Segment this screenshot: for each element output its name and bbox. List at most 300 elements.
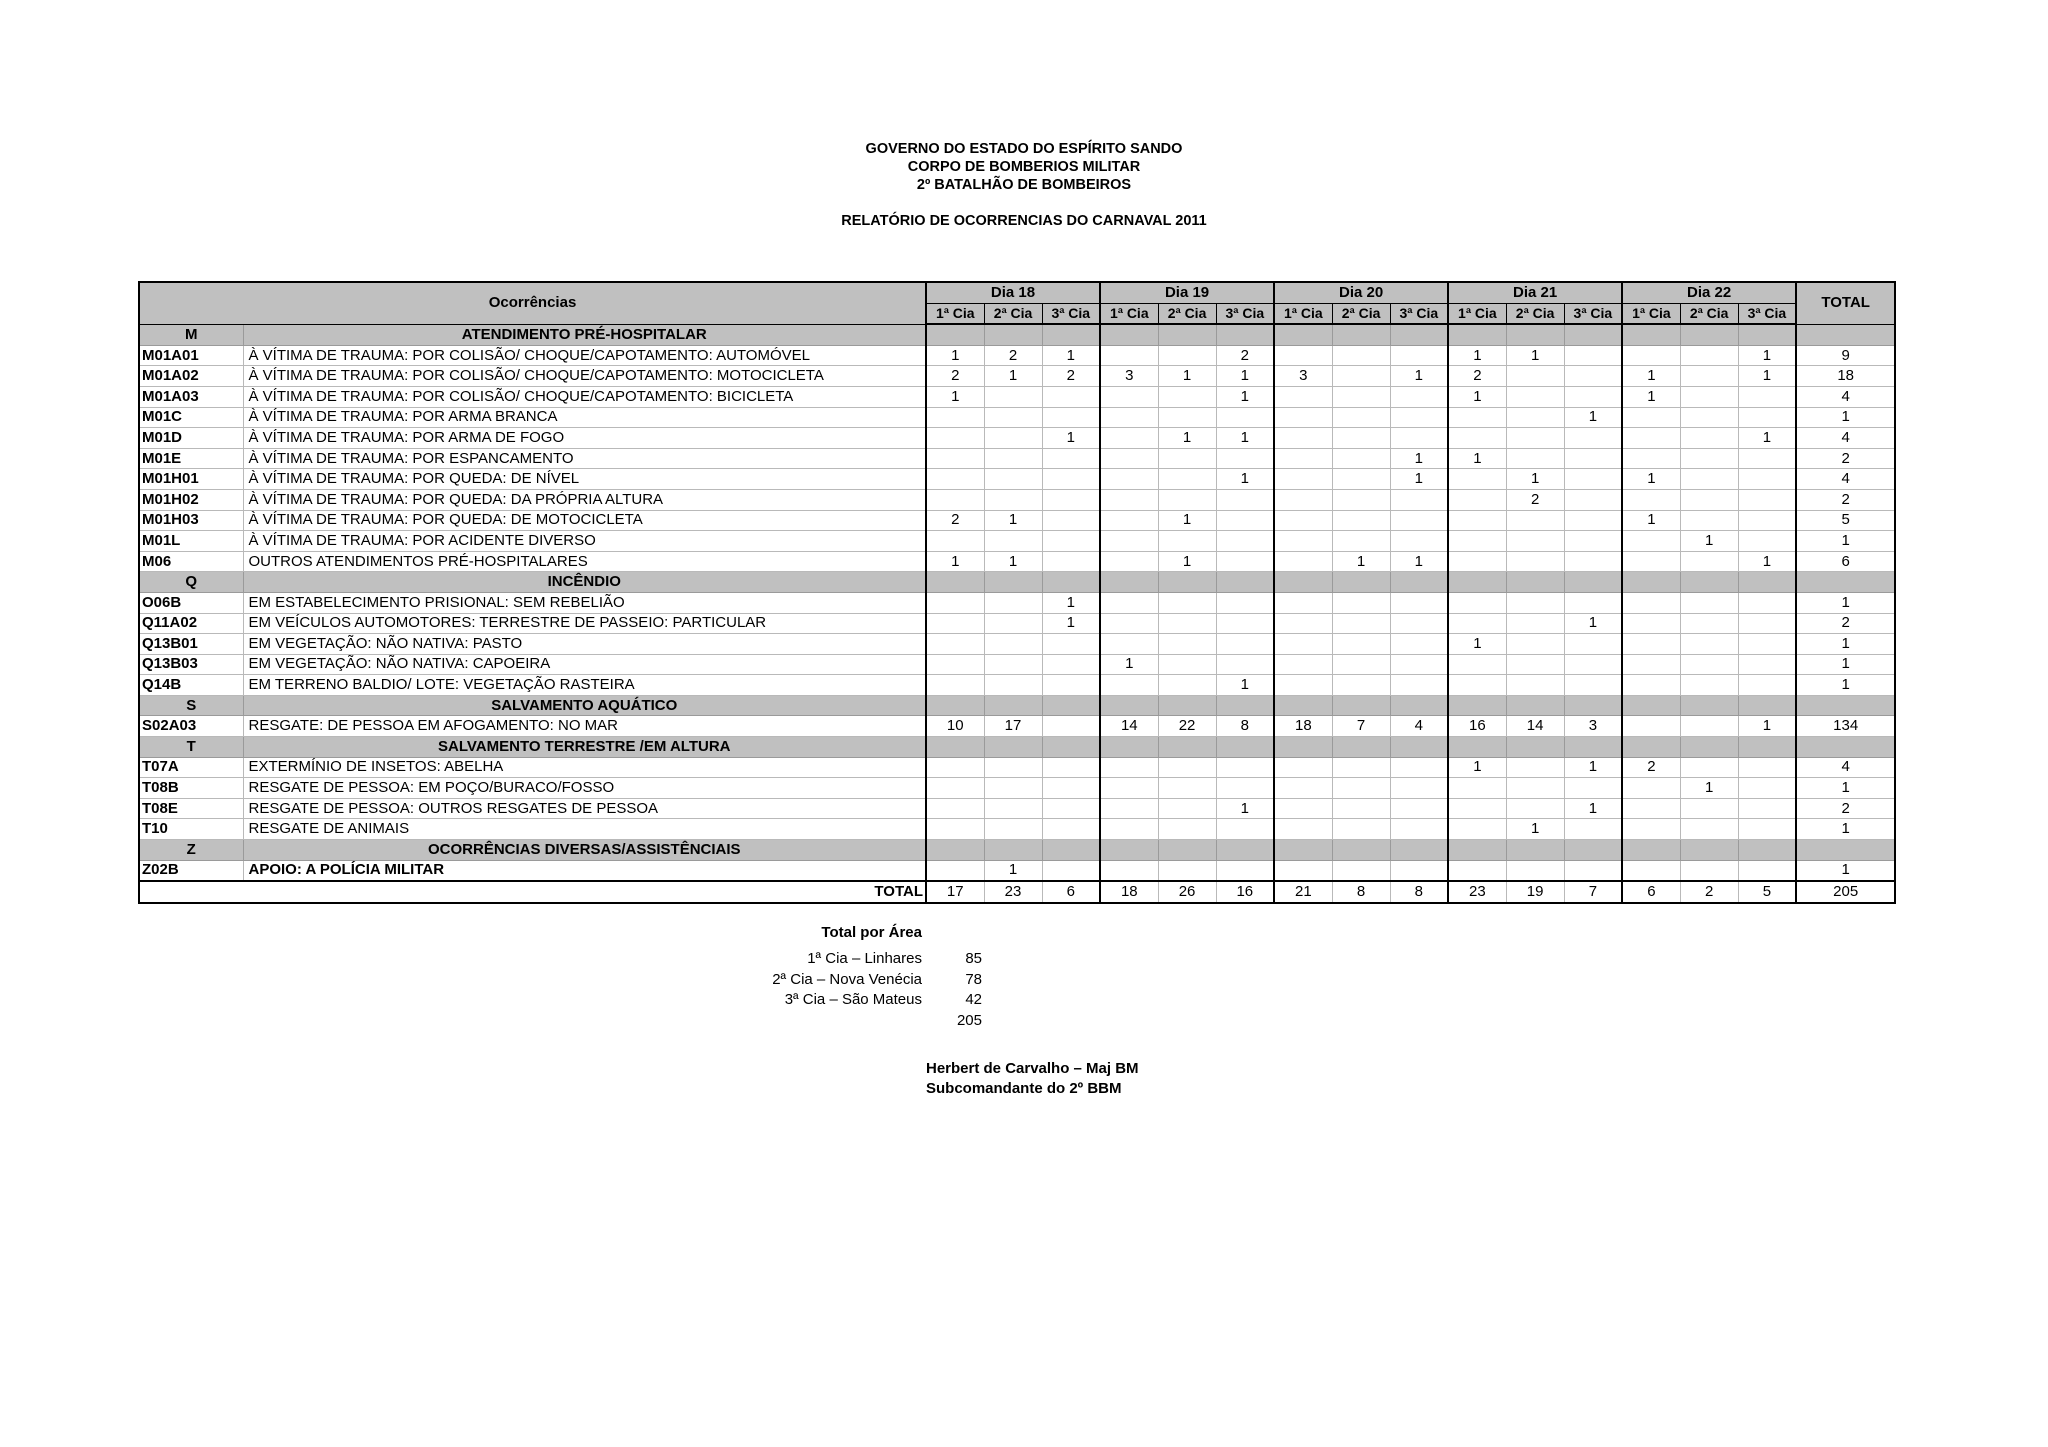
table-row xyxy=(139,860,1895,881)
occurrences-table xyxy=(138,281,1896,904)
count-cell: 1 xyxy=(1216,798,1274,819)
count-cell xyxy=(1332,489,1390,510)
count-cell xyxy=(1158,675,1216,696)
header-cia: 2ª Cia xyxy=(1680,303,1738,324)
count-cell: 1 xyxy=(1680,778,1738,799)
occurrence-code: M01A02 xyxy=(139,366,243,387)
count-cell xyxy=(1448,428,1506,449)
occurrence-description: EM VEGETAÇÃO: NÃO NATIVA: CAPOEIRA xyxy=(243,654,926,675)
count-cell xyxy=(1564,531,1622,552)
occurrence-code: Z02B xyxy=(139,860,243,881)
count-cell xyxy=(1274,819,1332,840)
count-cell xyxy=(1216,448,1274,469)
area-row xyxy=(700,949,982,970)
header-cia: 3ª Cia xyxy=(1738,303,1796,324)
count-cell xyxy=(926,407,984,428)
occurrence-code: T07A xyxy=(139,757,243,778)
section-blank-cell xyxy=(1274,695,1332,716)
count-cell xyxy=(1216,819,1274,840)
count-cell xyxy=(1738,798,1796,819)
occurrence-code: M06 xyxy=(139,551,243,572)
count-cell xyxy=(1622,551,1680,572)
count-cell xyxy=(926,860,984,881)
section-blank-cell xyxy=(926,324,984,345)
count-cell xyxy=(984,407,1042,428)
section-title: ATENDIMENTO PRÉ-HOSPITALAR xyxy=(243,324,926,345)
section-blank-cell xyxy=(1738,840,1796,861)
count-cell xyxy=(1564,654,1622,675)
count-cell: 1 xyxy=(1216,386,1274,407)
count-cell xyxy=(1564,551,1622,572)
count-cell xyxy=(1042,654,1100,675)
section-blank-cell xyxy=(1506,695,1564,716)
count-cell xyxy=(1274,448,1332,469)
occurrence-description: EM VEGETAÇÃO: NÃO NATIVA: PASTO xyxy=(243,634,926,655)
count-cell xyxy=(1506,448,1564,469)
section-blank-cell xyxy=(1622,840,1680,861)
area-label: 2ª Cia – Nova Venécia xyxy=(772,970,922,988)
count-cell xyxy=(1216,592,1274,613)
section-blank-cell xyxy=(1216,737,1274,758)
count-cell xyxy=(1680,386,1738,407)
section-blank-cell xyxy=(1564,324,1622,345)
count-cell: 14 xyxy=(1100,716,1158,737)
section-blank-cell xyxy=(1158,737,1216,758)
count-cell xyxy=(1448,510,1506,531)
count-cell xyxy=(926,819,984,840)
count-cell xyxy=(1332,448,1390,469)
count-cell xyxy=(1274,613,1332,634)
count-cell xyxy=(1506,428,1564,449)
count-cell xyxy=(1158,613,1216,634)
section-blank-cell xyxy=(1448,572,1506,593)
count-cell: 3 xyxy=(1274,366,1332,387)
count-cell: 1 xyxy=(1738,428,1796,449)
section-blank-cell xyxy=(984,572,1042,593)
area-value: 42 xyxy=(965,991,982,1008)
count-cell xyxy=(1274,654,1332,675)
section-blank-cell xyxy=(1564,572,1622,593)
area-label xyxy=(700,1011,922,1032)
section-blank-cell xyxy=(1738,737,1796,758)
table-row xyxy=(139,489,1895,510)
occurrence-description: À VÍTIMA DE TRAUMA: POR ARMA BRANCA xyxy=(243,407,926,428)
row-total: 2 xyxy=(1796,489,1895,510)
count-cell: 1 xyxy=(1506,819,1564,840)
row-total: 2 xyxy=(1796,448,1895,469)
section-title: INCÊNDIO xyxy=(243,572,926,593)
count-cell xyxy=(984,448,1042,469)
occurrence-code: T10 xyxy=(139,819,243,840)
section-blank-cell xyxy=(1158,324,1216,345)
section-blank-cell xyxy=(1332,572,1390,593)
count-cell xyxy=(1100,489,1158,510)
count-cell xyxy=(1390,592,1448,613)
occurrence-code: M01H03 xyxy=(139,510,243,531)
count-cell: 1 xyxy=(1506,469,1564,490)
count-cell xyxy=(1622,448,1680,469)
count-cell: 1 xyxy=(1680,531,1738,552)
count-cell xyxy=(1738,469,1796,490)
section-blank-cell xyxy=(1680,695,1738,716)
signature-name: Herbert de Carvalho – Maj BM xyxy=(926,1060,1139,1077)
occurrence-code: O06B xyxy=(139,592,243,613)
count-cell xyxy=(1332,654,1390,675)
count-cell xyxy=(1680,819,1738,840)
section-letter: T xyxy=(139,737,243,758)
count-cell xyxy=(1680,675,1738,696)
count-cell xyxy=(1738,448,1796,469)
count-cell xyxy=(1506,778,1564,799)
count-cell xyxy=(1390,407,1448,428)
occurrence-description: À VÍTIMA DE TRAUMA: POR QUEDA: DE MOTOCICLETA xyxy=(243,510,926,531)
count-cell: 1 xyxy=(1390,551,1448,572)
occurrence-code: M01C xyxy=(139,407,243,428)
section-blank-cell xyxy=(1158,572,1216,593)
table-row xyxy=(139,757,1895,778)
count-cell: 4 xyxy=(1390,716,1448,737)
occurrence-code: M01A03 xyxy=(139,386,243,407)
section-letter: M xyxy=(139,324,243,345)
count-cell xyxy=(1332,778,1390,799)
count-cell xyxy=(1042,407,1100,428)
count-cell xyxy=(926,531,984,552)
count-cell xyxy=(1680,428,1738,449)
count-cell xyxy=(1216,634,1274,655)
header-cia: 1ª Cia xyxy=(1448,303,1506,324)
count-cell: 1 xyxy=(1506,345,1564,366)
count-cell xyxy=(926,654,984,675)
count-cell xyxy=(1390,798,1448,819)
section-blank-cell xyxy=(1332,737,1390,758)
count-cell xyxy=(1738,675,1796,696)
signature-block xyxy=(926,1059,1139,1099)
header-cia: 2ª Cia xyxy=(1332,303,1390,324)
count-cell xyxy=(1042,510,1100,531)
count-cell xyxy=(984,386,1042,407)
table-row xyxy=(139,510,1895,531)
count-cell xyxy=(984,778,1042,799)
count-cell xyxy=(1738,613,1796,634)
count-cell xyxy=(926,428,984,449)
count-cell xyxy=(1158,489,1216,510)
section-blank-cell xyxy=(1564,737,1622,758)
header-cia: 1ª Cia xyxy=(1100,303,1158,324)
section-blank-cell xyxy=(1622,324,1680,345)
count-cell: 1 xyxy=(1622,386,1680,407)
column-total: 18 xyxy=(1100,881,1158,903)
count-cell xyxy=(1274,407,1332,428)
section-blank-cell xyxy=(1100,840,1158,861)
section-letter: Z xyxy=(139,840,243,861)
section-blank-cell xyxy=(1216,695,1274,716)
count-cell xyxy=(1042,469,1100,490)
count-cell xyxy=(1448,592,1506,613)
section-blank-cell xyxy=(1390,572,1448,593)
section-blank-cell xyxy=(1042,737,1100,758)
header-line-corps: CORPO DE BOMBERIOS MILITAR xyxy=(907,159,1141,175)
count-cell xyxy=(926,634,984,655)
count-cell xyxy=(1506,654,1564,675)
count-cell xyxy=(984,592,1042,613)
occurrence-code: M01L xyxy=(139,531,243,552)
count-cell xyxy=(1390,675,1448,696)
count-cell: 1 xyxy=(1390,448,1448,469)
count-cell xyxy=(1216,407,1274,428)
section-blank-cell xyxy=(1738,324,1796,345)
count-cell xyxy=(1622,716,1680,737)
count-cell xyxy=(1622,798,1680,819)
count-cell xyxy=(1680,654,1738,675)
count-cell xyxy=(1100,469,1158,490)
header-ocorrencias: Ocorrências xyxy=(139,282,926,324)
count-cell xyxy=(1042,551,1100,572)
count-cell xyxy=(1042,489,1100,510)
count-cell: 1 xyxy=(1158,551,1216,572)
table-body xyxy=(139,324,1895,903)
occurrence-description: À VÍTIMA DE TRAUMA: POR ARMA DE FOGO xyxy=(243,428,926,449)
count-cell xyxy=(1622,675,1680,696)
row-total: 4 xyxy=(1796,386,1895,407)
count-cell: 1 xyxy=(1448,757,1506,778)
count-cell xyxy=(1564,428,1622,449)
count-cell xyxy=(984,428,1042,449)
count-cell xyxy=(1448,551,1506,572)
count-cell xyxy=(1448,613,1506,634)
count-cell xyxy=(1216,531,1274,552)
count-cell xyxy=(1680,551,1738,572)
header-cia: 2ª Cia xyxy=(984,303,1042,324)
column-total: 7 xyxy=(1564,881,1622,903)
count-cell xyxy=(1390,531,1448,552)
count-cell xyxy=(1158,592,1216,613)
count-cell xyxy=(1390,386,1448,407)
section-blank-cell xyxy=(1100,695,1158,716)
count-cell xyxy=(1158,860,1216,881)
section-blank-cell xyxy=(1216,572,1274,593)
section-blank-cell xyxy=(1796,737,1895,758)
count-cell xyxy=(1332,386,1390,407)
section-blank-cell xyxy=(926,695,984,716)
count-cell xyxy=(1622,634,1680,655)
count-cell xyxy=(1042,778,1100,799)
count-cell xyxy=(1332,798,1390,819)
count-cell: 22 xyxy=(1158,716,1216,737)
count-cell xyxy=(926,489,984,510)
header-day: Dia 20 xyxy=(1274,282,1448,303)
count-cell xyxy=(1506,613,1564,634)
count-cell xyxy=(1680,469,1738,490)
signature-role: Subcomandante do 2º BBM xyxy=(926,1080,1122,1097)
count-cell xyxy=(1158,345,1216,366)
count-cell: 16 xyxy=(1448,716,1506,737)
count-cell xyxy=(1680,510,1738,531)
count-cell: 1 xyxy=(1158,366,1216,387)
row-total: 1 xyxy=(1796,592,1895,613)
section-blank-cell xyxy=(1158,695,1216,716)
count-cell xyxy=(984,531,1042,552)
area-value: 205 xyxy=(956,1011,982,1029)
count-cell xyxy=(1332,860,1390,881)
row-total: 134 xyxy=(1796,716,1895,737)
count-cell xyxy=(1506,757,1564,778)
occurrence-description: À VÍTIMA DE TRAUMA: POR ESPANCAMENTO xyxy=(243,448,926,469)
section-row xyxy=(139,840,1895,861)
count-cell xyxy=(1158,469,1216,490)
section-blank-cell xyxy=(984,324,1042,345)
count-cell xyxy=(1680,448,1738,469)
count-cell xyxy=(1564,510,1622,531)
section-blank-cell xyxy=(1622,737,1680,758)
occurrence-code: M01A01 xyxy=(139,345,243,366)
section-blank-cell xyxy=(1274,737,1332,758)
section-blank-cell xyxy=(1100,737,1158,758)
section-blank-cell xyxy=(1622,572,1680,593)
count-cell xyxy=(1622,860,1680,881)
count-cell xyxy=(1680,489,1738,510)
count-cell: 2 xyxy=(1216,345,1274,366)
section-blank-cell xyxy=(1158,840,1216,861)
count-cell xyxy=(1448,489,1506,510)
count-cell xyxy=(1622,592,1680,613)
occurrence-description: À VÍTIMA DE TRAUMA: POR ACIDENTE DIVERSO xyxy=(243,531,926,552)
count-cell xyxy=(984,675,1042,696)
count-cell xyxy=(1100,613,1158,634)
occurrence-code: Q13B01 xyxy=(139,634,243,655)
count-cell xyxy=(1390,757,1448,778)
occurrence-description: RESGATE DE ANIMAIS xyxy=(243,819,926,840)
section-blank-cell xyxy=(1274,324,1332,345)
header-day: Dia 19 xyxy=(1100,282,1274,303)
count-cell xyxy=(1274,469,1332,490)
count-cell xyxy=(1564,448,1622,469)
section-blank-cell xyxy=(1332,840,1390,861)
document-header xyxy=(0,140,2048,230)
section-blank-cell xyxy=(1042,840,1100,861)
section-blank-cell xyxy=(1274,840,1332,861)
section-blank-cell xyxy=(1216,324,1274,345)
count-cell xyxy=(1332,428,1390,449)
count-cell xyxy=(1390,860,1448,881)
count-cell xyxy=(1680,592,1738,613)
section-blank-cell xyxy=(1100,324,1158,345)
section-blank-cell xyxy=(984,737,1042,758)
count-cell xyxy=(1390,345,1448,366)
table-row xyxy=(139,366,1895,387)
count-cell xyxy=(1100,407,1158,428)
count-cell: 1 xyxy=(1564,757,1622,778)
count-cell xyxy=(1158,634,1216,655)
count-cell xyxy=(1622,407,1680,428)
header-cia: 3ª Cia xyxy=(1042,303,1100,324)
count-cell xyxy=(1506,675,1564,696)
column-total: 26 xyxy=(1158,881,1216,903)
section-blank-cell xyxy=(1216,840,1274,861)
totals-label: TOTAL xyxy=(139,881,926,903)
table-row xyxy=(139,345,1895,366)
section-blank-cell xyxy=(1680,737,1738,758)
count-cell xyxy=(1274,345,1332,366)
section-blank-cell xyxy=(1680,572,1738,593)
count-cell xyxy=(1506,366,1564,387)
count-cell xyxy=(1274,510,1332,531)
count-cell xyxy=(1216,551,1274,572)
count-cell xyxy=(1680,634,1738,655)
count-cell xyxy=(1680,716,1738,737)
count-cell xyxy=(1274,531,1332,552)
header-total: TOTAL xyxy=(1796,282,1895,324)
count-cell xyxy=(1390,634,1448,655)
count-cell xyxy=(926,757,984,778)
count-cell: 1 xyxy=(1738,716,1796,737)
count-cell xyxy=(1216,510,1274,531)
count-cell: 1 xyxy=(1216,366,1274,387)
count-cell xyxy=(1274,860,1332,881)
count-cell xyxy=(1274,634,1332,655)
row-total: 18 xyxy=(1796,366,1895,387)
count-cell: 1 xyxy=(1158,428,1216,449)
section-blank-cell xyxy=(1796,840,1895,861)
column-total: 21 xyxy=(1274,881,1332,903)
section-blank-cell xyxy=(1680,840,1738,861)
area-value: 85 xyxy=(965,950,982,967)
count-cell xyxy=(1390,819,1448,840)
count-cell: 1 xyxy=(1216,675,1274,696)
count-cell xyxy=(1622,428,1680,449)
area-row xyxy=(700,990,982,1011)
count-cell xyxy=(1564,819,1622,840)
occurrence-description: À VÍTIMA DE TRAUMA: POR QUEDA: DA PRÓPRIA ALTURA xyxy=(243,489,926,510)
count-cell: 2 xyxy=(1622,757,1680,778)
count-cell xyxy=(926,592,984,613)
table-row xyxy=(139,407,1895,428)
occurrence-description: À VÍTIMA DE TRAUMA: POR QUEDA: DE NÍVEL xyxy=(243,469,926,490)
table-row xyxy=(139,613,1895,634)
header-cia: 2ª Cia xyxy=(1158,303,1216,324)
occurrence-description: EM ESTABELECIMENTO PRISIONAL: SEM REBELIÃO xyxy=(243,592,926,613)
count-cell xyxy=(1332,675,1390,696)
section-blank-cell xyxy=(1796,324,1895,345)
count-cell xyxy=(1448,819,1506,840)
row-total: 1 xyxy=(1796,407,1895,428)
count-cell xyxy=(1274,428,1332,449)
count-cell: 1 xyxy=(1448,345,1506,366)
table-header xyxy=(139,282,1895,324)
count-cell: 1 xyxy=(926,345,984,366)
section-blank-cell xyxy=(1042,324,1100,345)
count-cell: 1 xyxy=(1622,510,1680,531)
occurrence-description: RESGATE DE PESSOA: EM POÇO/BURACO/FOSSO xyxy=(243,778,926,799)
header-day: Dia 18 xyxy=(926,282,1100,303)
section-title: OCORRÊNCIAS DIVERSAS/ASSISTÊNCIAIS xyxy=(243,840,926,861)
count-cell xyxy=(1332,510,1390,531)
count-cell xyxy=(984,469,1042,490)
section-blank-cell xyxy=(1738,695,1796,716)
count-cell xyxy=(1448,531,1506,552)
count-cell: 1 xyxy=(1216,428,1274,449)
count-cell xyxy=(1100,531,1158,552)
section-letter: S xyxy=(139,695,243,716)
count-cell xyxy=(984,757,1042,778)
count-cell xyxy=(1680,407,1738,428)
occurrence-description: RESGATE: DE PESSOA EM AFOGAMENTO: NO MAR xyxy=(243,716,926,737)
count-cell xyxy=(1042,448,1100,469)
section-blank-cell xyxy=(1390,737,1448,758)
count-cell xyxy=(1390,778,1448,799)
count-cell xyxy=(1506,551,1564,572)
section-blank-cell xyxy=(926,572,984,593)
section-blank-cell xyxy=(926,840,984,861)
